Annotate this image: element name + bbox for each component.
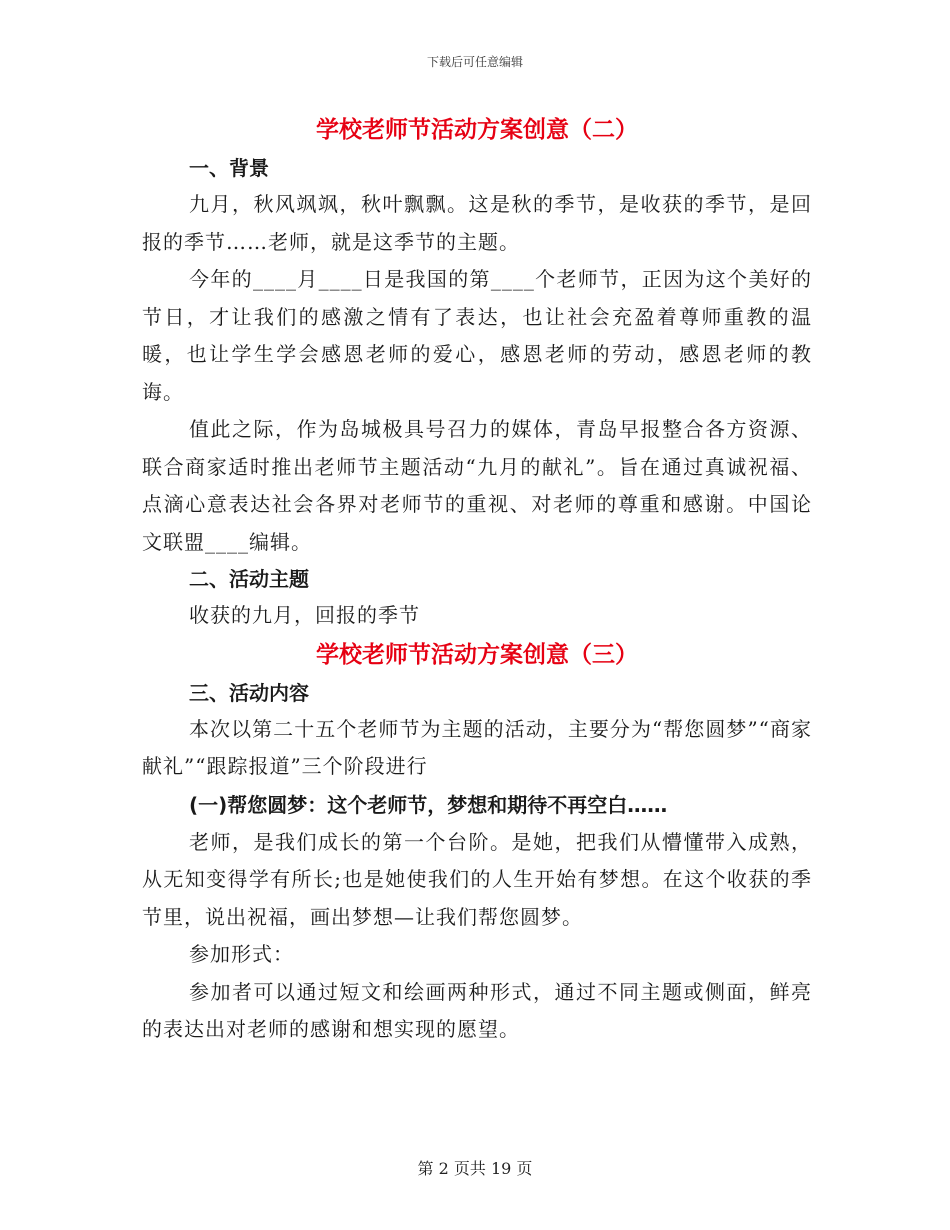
paragraph-7: 参加形式： [189,942,294,966]
paragraph-8: 参加者可以通过短文和绘画两种形式，通过不同主题或侧面，鲜亮的表达出对老师的感谢和想实现的愿望。 [142,979,812,1041]
paragraph-4: 收获的九月，回报的季节 [189,603,420,627]
paragraph-5: 本次以第二十五个老师节为主题的活动，主要分为“帮您圆梦”“商家献礼”“跟踪报道”三个阶段进行 [142,716,812,778]
paragraph-2: 今年的____月____日是我国的第____个老师节，正因为这个美好的节日，才让我们的感激之情有了表达，也让社会充盈着尊师重教的温暖，也让学生学会感恩老师的爱心，感恩老师的劳动，感恩老师的教诲。 [142,267,812,404]
paragraph-3: 值此之际，作为岛城极具号召力的媒体，青岛早报整合各方资源、联合商家适时推出老师节主题活动“九月的献礼”。旨在通过真诚祝福、点滴心意表达社会各界对老师节的重视、对老师的尊重和感谢。中国论文联盟____编辑。 [142,417,812,554]
paragraph-6: 老师，是我们成长的第一个台阶。是她，把我们从懵懂带入成熟，从无知变得学有所长;也是她使我们的人生开始有梦想。在这个收获的季节里，说出祝福，画出梦想—让我们帮您圆梦。 [142,829,812,929]
section-title-3: 学校老师节活动方案创意（三） [316,641,638,668]
document-body [142,110,812,1049]
page-header: 下载后可任意编辑 [426,55,523,69]
heading-background: 一、背景 [189,156,269,180]
subheading-dream: (一)帮您圆梦：这个老师节，梦想和期待不再空白…… [189,792,668,817]
heading-theme: 二、活动主题 [189,567,309,591]
paragraph-1: 九月，秋风飒飒，秋叶飘飘。这是秋的季节，是收获的季节，是回报的季节……老师，就是这季节的主题。 [142,192,812,254]
heading-content: 三、活动内容 [189,680,309,705]
page-footer: 第 2 页共 19 页 [417,1159,533,1178]
section-title-2: 学校老师节活动方案创意（二） [316,117,638,143]
